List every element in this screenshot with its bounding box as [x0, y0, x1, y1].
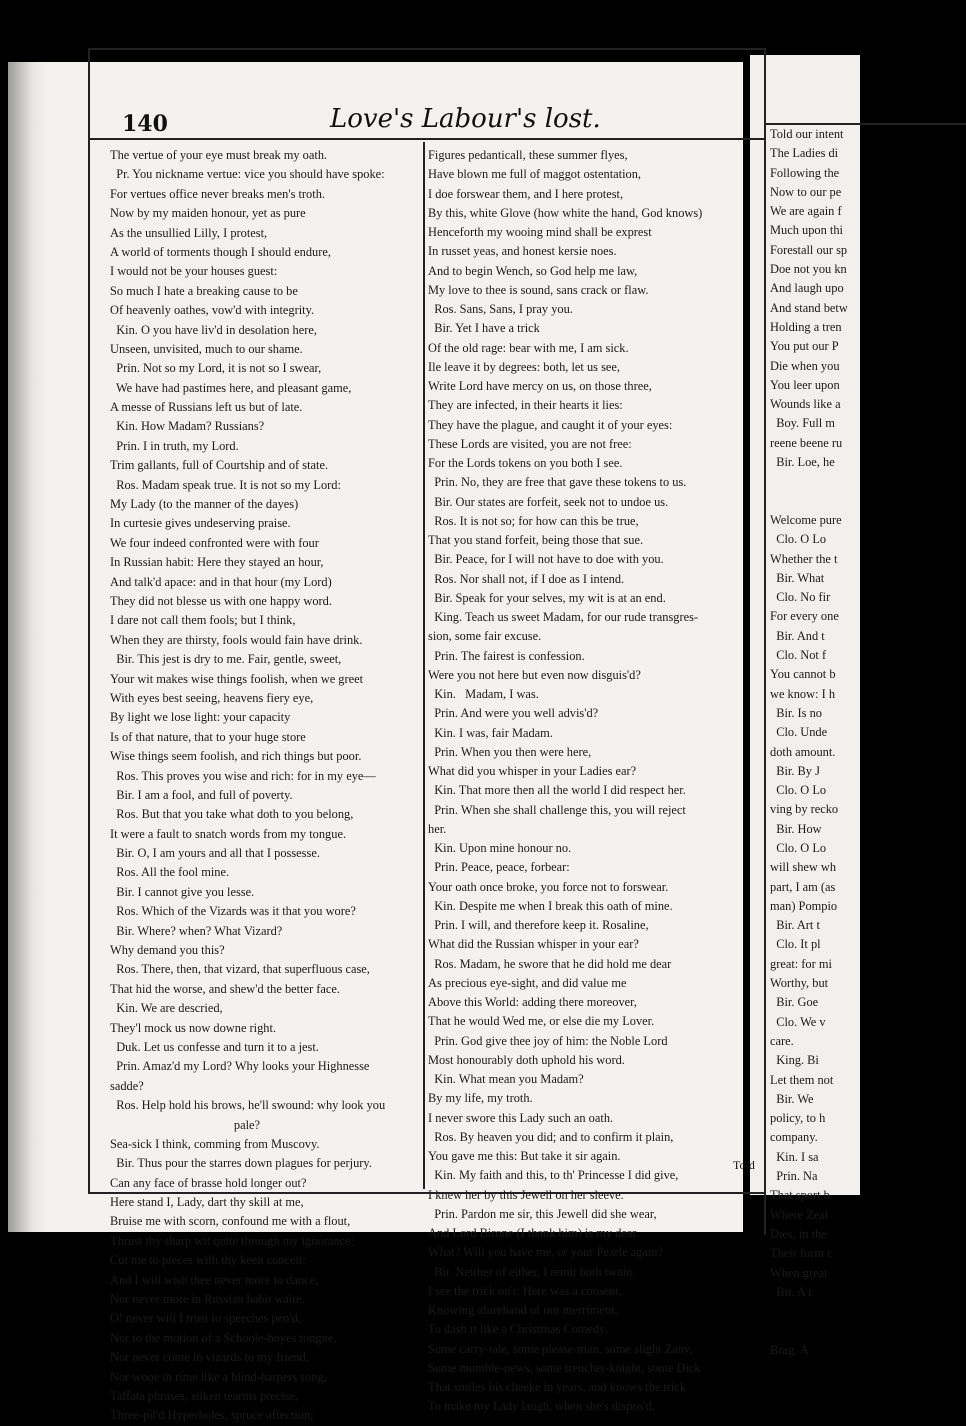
text-line: Sea-sick I think, comming from Muscovy.: [110, 1136, 320, 1151]
adjacent-text-line: The Ladies di: [770, 146, 839, 161]
text-line: Wise things seem foolish, and rich things but poor.: [110, 749, 362, 764]
text-line: Pr. You nickname vertue: vice you should have spoke:: [110, 167, 385, 182]
text-line: Here stand I, Lady, dart thy skill at me,: [110, 1195, 304, 1210]
text-line: Your wit makes wise things foolish, when we greet: [110, 671, 364, 686]
text-line: My Lady (to the manner of the dayes): [110, 497, 299, 512]
text-line: That hid the worse, and shew'd the better face.: [110, 981, 340, 996]
text-line: Why demand you this?: [110, 943, 225, 958]
text-line: Ros. Nor shall not, if I doe as I intend.: [428, 571, 625, 586]
adjacent-text-line: Clo. No fir: [770, 590, 831, 605]
text-line: Ros. All the fool mine.: [110, 865, 230, 880]
adjacent-text-line: Now to our pe: [770, 184, 842, 199]
text-line: Prin. And were you well advis'd?: [428, 706, 599, 721]
adjacent-text-line: And laugh upo: [770, 281, 844, 296]
text-line: Bir. O, I am yours and all that I possesse.: [110, 846, 320, 861]
adjacent-text-line: Dies, in the: [770, 1226, 827, 1241]
adjacent-text-line: [770, 472, 848, 491]
text-line: Prin. No, they are free that gave these tokens to us.: [428, 475, 687, 490]
text-line: Can any face of brasse hold longer out?: [110, 1175, 307, 1190]
text-line: Prin. The fairest is confession.: [428, 648, 585, 663]
adjacent-page-text: [770, 125, 848, 1360]
text-line: So much I hate a breaking cause to be: [110, 283, 298, 298]
adjacent-text-line: [770, 1321, 848, 1340]
text-line: By light we lose light: your capacity: [110, 710, 291, 725]
text-line: The vertue of your eye must break my oath.: [110, 148, 328, 162]
adjacent-text-line: Boy. Full m: [770, 416, 835, 431]
text-line: These Lords are visited, you are not free:: [428, 436, 632, 451]
adjacent-text-line: Welcome pure: [770, 512, 842, 527]
text-line: Some mumble-news, some trencher-knight, some Dick: [428, 1360, 701, 1375]
left-text-column: [110, 146, 420, 1426]
text-line: Ros. But that you take what doth to you belong,: [110, 807, 354, 822]
text-line: Duk. Let us confesse and turn it to a jest.: [110, 1039, 319, 1054]
text-line: Is of that nature, that to your huge store: [110, 729, 306, 744]
adjacent-text-line: Bir. Is no: [770, 705, 822, 720]
text-line: I see the trick on't: Here was a consent,: [428, 1283, 622, 1298]
text-line: Kin. Despite me when I break this oath of mine.: [428, 898, 673, 913]
text-line: And I will wish thee never more to dance,: [110, 1272, 319, 1287]
text-line: By my life, my troth.: [428, 1091, 533, 1106]
adjacent-text-line: Doe not you kn: [770, 262, 847, 277]
text-line: O! never will I trust to speeches pen'd,: [110, 1311, 301, 1326]
text-line: My love to thee is sound, sans crack or flaw.: [428, 282, 649, 297]
text-line: Were you not here but even now disguis'd?: [428, 667, 641, 682]
text-line: Bir. Peace, for I will not have to doe with you.: [428, 552, 664, 567]
adjacent-text-line: Bir. By J: [770, 763, 820, 778]
text-line: By this, white Glove (how white the hand, God knows): [428, 205, 703, 220]
text-line: It were a fault to snatch words from my tongue.: [110, 826, 347, 841]
text-line: Bir. Neither of either, I remit both twain.: [428, 1264, 636, 1279]
text-line: What did the Russian whisper in your ear?: [428, 937, 639, 952]
text-line: For the Lords tokens on you both I see.: [428, 456, 623, 470]
text-line: As the unsullied Lilly, I protest,: [110, 225, 268, 240]
text-line: Prin. When she shall challenge this, you will reject: [428, 802, 686, 817]
text-line: Prin. God give thee joy of him: the Noble Lord: [428, 1033, 668, 1048]
text-line: Kin. O you have liv'd in desolation here,: [110, 322, 317, 337]
text-line: I knew her by this Jewell on her sleeve.: [428, 1187, 624, 1202]
text-line: Bir. Our states are forfeit, seek not to undoe us.: [428, 494, 669, 509]
text-line: And Lord Birone (I thank him) is my dear.: [428, 1226, 639, 1240]
adjacent-text-line: policy, to h: [770, 1111, 826, 1126]
text-line: To make my Lady laugh, when she's dispos'd,: [428, 1399, 655, 1414]
text-line: Figures pedanticall, these summer flyes,: [428, 148, 628, 162]
text-line: We have had pastimes here, and pleasant game,: [110, 380, 352, 395]
adjacent-text-line: Prin. Na: [770, 1169, 818, 1184]
page-number: 140: [122, 111, 168, 137]
text-line: Prin. Pardon me sir, this Jewell did she wear,: [428, 1206, 657, 1221]
text-line: Of the old rage: bear with me, I am sick.: [428, 340, 629, 355]
adjacent-text-line: We are again f: [770, 204, 842, 219]
page-gutter-shadow: [8, 62, 48, 1232]
adjacent-text-line: For every one: [770, 609, 839, 624]
text-line: Write Lord have mercy on us, on those three,: [428, 379, 652, 393]
adjacent-text-line: great: for mi: [770, 956, 832, 971]
adjacent-text-line: reene beene ru: [770, 435, 843, 450]
text-line: They have the plague, and caught it of your eyes:: [428, 417, 673, 432]
adjacent-text-line: Die when you: [770, 358, 840, 373]
adjacent-text-line: will shew wh: [770, 860, 837, 875]
adjacent-text-line: Much upon thi: [770, 223, 843, 238]
text-line: pale?: [110, 1117, 261, 1132]
text-line: They did not blesse us with one happy word.: [110, 593, 332, 608]
text-line: Bir. Speak for your selves, my wit is at an end.: [428, 590, 666, 605]
text-line: Bir. I am a fool, and full of poverty.: [110, 787, 293, 802]
text-line: To dash it like a Christmas Comedy.: [428, 1322, 608, 1337]
text-line: We four indeed confronted were with four: [110, 535, 319, 550]
text-line: Kin. How Madam? Russians?: [110, 419, 265, 434]
text-line: Ros. By heaven you did; and to confirm it plain,: [428, 1129, 674, 1144]
adjacent-text-line: You put our P: [770, 339, 839, 354]
text-line: When they are thirsty, fools would fain have drink.: [110, 632, 363, 647]
text-line: Ile leave it by degrees: both, let us see,: [428, 359, 620, 374]
adjacent-text-line: Bir. Loe, he: [770, 455, 835, 470]
text-line: Kin. Upon mine honour no.: [428, 841, 572, 855]
text-line: And talk'd apace: and in that hour (my Lord): [110, 574, 332, 589]
adjacent-text-line: When great: [770, 1265, 828, 1280]
text-line: Ros. It is not so; for how can this be true,: [428, 513, 639, 528]
text-line: Kin. What mean you Madam?: [428, 1072, 584, 1086]
text-line: Some carry-tale, some please-man, some slight Zany,: [428, 1341, 693, 1356]
adjacent-text-line: Told our intent: [770, 127, 844, 141]
adjacent-text-line: Clo. We v: [770, 1014, 826, 1029]
text-line: That you stand forfeit, being those that sue.: [428, 533, 644, 547]
text-line: Above this World: adding there moreover,: [428, 995, 637, 1009]
text-line: Bir. Where? when? What Vizard?: [110, 923, 283, 938]
adjacent-text-line: Holding a tren: [770, 319, 842, 334]
text-line: sadde?: [110, 1078, 144, 1093]
text-line: Bir. I cannot give you lesse.: [110, 884, 255, 899]
adjacent-text-line: [770, 492, 848, 511]
text-line: For vertues office never breaks men's troth.: [110, 186, 325, 201]
adjacent-text-line: Clo. Unde: [770, 725, 828, 740]
text-line: A world of torments though I should endure,: [110, 244, 331, 259]
adjacent-text-line: Bir. And t: [770, 628, 825, 643]
text-line: Nor to the motion of a Schoole-boyes tongue,: [110, 1330, 337, 1345]
adjacent-text-line: Bir. A r: [770, 1284, 813, 1299]
text-line: You gave me this: But take it sir again.: [428, 1149, 621, 1163]
column-divider: [423, 142, 425, 1189]
text-line: Nor never more in Russian habit waite.: [110, 1292, 305, 1307]
text-line: King. Teach us sweet Madam, for our rude transgres-: [428, 610, 699, 624]
adjacent-text-line: we know: I h: [770, 686, 836, 701]
text-line: In russet yeas, and honest kersie noes.: [428, 244, 617, 259]
text-line: In Russian habit: Here they stayed an hour,: [110, 555, 324, 570]
text-line: Nor never come in vizards to my friend,: [110, 1350, 309, 1365]
text-line: Cut me to pieces with thy keen conceit:: [110, 1253, 306, 1268]
text-line: Nor wooe in rime like a blind-harpers song,: [110, 1369, 327, 1384]
text-line: Henceforth my wooing mind shall be exprest: [428, 225, 652, 239]
text-line: They'l mock us now downe right.: [110, 1020, 277, 1035]
text-line: Your oath once broke, you force not to forswear.: [428, 879, 669, 894]
text-line: Knowing aforehand of our merriment,: [428, 1303, 618, 1317]
adjacent-text-line: Forestall our sp: [770, 242, 848, 257]
text-line: Taffata phrases, silken tearms precise,: [110, 1389, 299, 1403]
adjacent-text-line: You cannot b: [770, 667, 836, 682]
text-line: What? Will you have me, or your Pearle again?: [428, 1245, 663, 1260]
adjacent-text-line: Clo. O Lo: [770, 840, 827, 855]
header-rule: [88, 138, 766, 140]
adjacent-text-line: Clo. Not f: [770, 648, 827, 663]
text-line: Prin. Not so my Lord, it is not so I swear,: [110, 361, 322, 376]
adjacent-text-line: Clo. It pl: [770, 937, 821, 952]
adjacent-text-line: Bir. Art t: [770, 918, 820, 933]
text-line: Unseen, unvisited, much to our shame.: [110, 341, 303, 356]
text-line: Three-pil'd Hyperboles, spruce affection;: [110, 1408, 314, 1423]
text-line: What did you whisper in your Ladies ear?: [428, 764, 637, 778]
adjacent-text-line: care.: [770, 1033, 794, 1048]
text-line: Bir. Thus pour the starres down plagues for perjury.: [110, 1156, 372, 1171]
text-line: Thrust thy sharp wit quite through my ignorance;: [110, 1233, 354, 1248]
adjacent-text-line: Wounds like a: [770, 397, 841, 412]
text-line: Ros. There, then, that vizard, that superfluous case,: [110, 962, 370, 977]
adjacent-page: [750, 55, 860, 1357]
text-line: Kin. I was, fair Madam.: [428, 725, 553, 740]
adjacent-text-line: Worthy, but: [770, 976, 829, 991]
text-line: Bruise me with scorn, confound me with a flout,: [110, 1214, 351, 1229]
text-line: Bir. This jest is dry to me. Fair, gentle, sweet,: [110, 652, 342, 667]
text-line: Bir. Yet I have a trick: [428, 321, 540, 336]
text-line: Most honourably doth uphold his word.: [428, 1052, 625, 1067]
text-line: With eyes best seeing, heavens fiery eye,: [110, 690, 314, 705]
text-line: Ros. Help hold his brows, he'll swound: why look you: [110, 1098, 386, 1113]
adjacent-text-line: You leer upon: [770, 377, 840, 392]
adjacent-text-line: Bir. Goe: [770, 995, 819, 1010]
text-line: Kin. Madam, I was.: [428, 687, 539, 701]
text-line: Prin. I will, and therefore keep it. Rosaline,: [428, 918, 649, 932]
adjacent-text-line: company.: [770, 1130, 818, 1145]
text-line: Prin. When you then were here,: [428, 744, 592, 759]
adjacent-text-line: Clo. O Lo: [770, 783, 827, 798]
text-line: Have blown me full of maggot ostentation,: [428, 167, 642, 182]
adjacent-text-line: Bir. How: [770, 821, 822, 836]
text-line: Prin. Amaz'd my Lord? Why looks your Highnesse: [110, 1059, 370, 1074]
adjacent-text-line: Let them not: [770, 1072, 834, 1087]
adjacent-text-line: Bir. We: [770, 1091, 814, 1106]
text-line: sion, some fair excuse.: [428, 629, 542, 644]
text-line: I never swore this Lady such an oath.: [428, 1110, 614, 1125]
text-line: A messe of Russians left us but of late.: [110, 400, 303, 415]
text-line: Ros. Madam speak true. It is not so my Lord:: [110, 477, 341, 492]
adjacent-text-line: man) Pompio: [770, 898, 838, 913]
text-line: Ros. Madam, he swore that he did hold me dear: [428, 956, 672, 971]
text-line: Prin. Peace, peace, forbear:: [428, 860, 570, 875]
text-line: Ros. Which of the Vizards was it that you wore?: [110, 904, 356, 919]
text-line: In curtesie gives undeserving praise.: [110, 516, 291, 531]
catchword: Told: [733, 1158, 755, 1172]
adjacent-text-line: part, I am (as: [770, 879, 836, 894]
text-line: I dare not call them fools; but I think,: [110, 613, 296, 628]
text-line: Trim gallants, full of Courtship and of state.: [110, 458, 329, 473]
adjacent-text-line: Their form c: [770, 1246, 833, 1261]
adjacent-text-line: Following the: [770, 165, 840, 180]
text-line: her.: [428, 821, 447, 836]
adjacent-text-line: [770, 1302, 848, 1321]
text-line: And to begin Wench, so God help me law,: [428, 263, 638, 278]
running-title: Love's Labour's lost.: [330, 104, 601, 134]
text-line: That he would Wed me, or else die my Lover.: [428, 1014, 655, 1029]
text-line: Prin. I in truth, my Lord.: [110, 438, 239, 453]
text-line: Kin. We are descried,: [110, 1001, 223, 1016]
text-line: That smiles his cheeke in years, and knows the trick: [428, 1380, 687, 1394]
text-line: Now by my maiden honour, yet as pure: [110, 206, 306, 221]
adjacent-text-line: Whether the t: [770, 551, 838, 566]
adjacent-text-line: That sport b: [770, 1188, 830, 1203]
text-line: Kin. My faith and this, to th' Princesse I did give,: [428, 1168, 679, 1183]
adjacent-text-line: ving by recko: [770, 802, 839, 817]
text-line: Of heavenly oathes, vow'd with integrity.: [110, 303, 315, 318]
adjacent-text-line: Kin. I sa: [770, 1149, 819, 1164]
adjacent-text-line: Bir. What: [770, 570, 825, 585]
adjacent-text-line: And stand betw: [770, 300, 848, 315]
adjacent-text-line: King. Bi: [770, 1053, 819, 1068]
right-text-column: [428, 146, 763, 1417]
text-line: They are infected, in their hearts it lies:: [428, 398, 623, 413]
adjacent-text-line: Where Zeal: [770, 1207, 829, 1222]
text-line: Kin. That more then all the world I did respect her.: [428, 783, 686, 798]
text-line: I doe forswear them, and I here protest,: [428, 186, 624, 201]
adjacent-text-line: doth amount.: [770, 744, 836, 759]
adjacent-text-line: Brag. A: [770, 1342, 809, 1357]
adjacent-text-line: Clo. O Lo: [770, 532, 827, 547]
text-line: Ros. This proves you wise and rich: for in my eye—: [110, 768, 376, 783]
text-line: As precious eye-sight, and did value me: [428, 975, 627, 990]
text-line: I would not be your houses guest:: [110, 264, 278, 279]
text-line: Ros. Sans, Sans, I pray you.: [428, 302, 573, 316]
